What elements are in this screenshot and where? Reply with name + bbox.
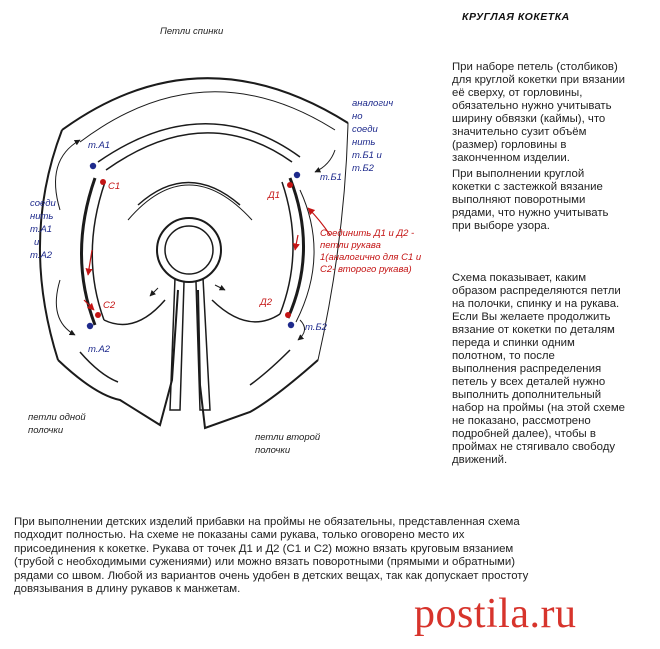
right-front-section bbox=[198, 290, 318, 428]
point-d1-dot bbox=[287, 182, 293, 188]
connect-left-note: соеди нить т.А1 и т.А2 bbox=[30, 198, 56, 261]
point-a2-dot bbox=[87, 323, 93, 329]
point-c2-label: С2 bbox=[103, 300, 116, 311]
neckline bbox=[128, 183, 252, 411]
point-b2-dot bbox=[288, 322, 294, 328]
sleeve-join-note: Соединить Д1 и Д2 - петли рукава 1(аналогично для С1 и С2- второго рукава) bbox=[320, 228, 422, 275]
point-c1-dot bbox=[100, 179, 106, 185]
right-paragraph-1: При наборе петель (столбиков) для круглой кокетки при вязании её сверху, от горловины, обязательно нужно учитывать ширину обвязки (каймы), что значительно сузит объём (размер) горловины в законченном изделии. bbox=[452, 61, 625, 164]
point-b1-label: т.Б1 bbox=[320, 172, 342, 183]
back-section bbox=[62, 78, 348, 170]
bottom-paragraph: При выполнении детских изделий прибавки на проймы не обязательны, представленная схема подходит полностью. На схеме не показаны сами рукава, только оговорено место их присоединения к кокетке. Рукава от точек Д1 и Д2 (С1 и С2) можно вязать круговым вязанием (трубой с необходимыми сужениями) или можно вязать поворотными (прямыми и обратными) рядами со швом. Любой из вариантов очень удобен в детских вещах, так как допускает простоту довязывания в длину рукавов к манжетам. bbox=[14, 516, 529, 596]
point-b1-dot bbox=[294, 172, 300, 178]
point-b2-label: т.Б2 bbox=[305, 322, 327, 333]
page-title: КРУГЛАЯ КОКЕТКА bbox=[462, 11, 570, 23]
back-label: Петли спинки bbox=[160, 26, 224, 37]
right-paragraph-2: При выполнении круглой кокетки с застежкой вязание выполняют поворотными рядами, что нужно учитывать при выборе узора. bbox=[452, 168, 609, 232]
connect-right-note: аналогич но соеди нить т.Б1 и т.Б2 bbox=[352, 98, 394, 174]
left-front-label: петли одной полочки bbox=[28, 412, 86, 436]
right-front-label: петли второй полочки bbox=[255, 432, 321, 456]
point-d2-dot bbox=[285, 312, 291, 318]
yoke-diagram bbox=[0, 0, 440, 470]
point-d1-label: Д1 bbox=[268, 190, 280, 201]
point-a1-label: т.А1 bbox=[88, 140, 111, 151]
point-c1-label: С1 bbox=[108, 181, 121, 192]
point-a2-label: т.А2 bbox=[88, 344, 111, 355]
point-c2-dot bbox=[95, 312, 101, 318]
watermark-logo: postila.ru bbox=[414, 591, 577, 637]
left-front-section bbox=[58, 290, 178, 425]
point-d2-label: Д2 bbox=[260, 297, 272, 308]
point-a1-dot bbox=[90, 163, 96, 169]
right-paragraph-3: Схема показывает, каким образом распределяются петли на полочки, спинку и на рукава. Если Вы желаете продолжить вязание от кокетки по деталям переда и спинки одним полотном, то после выполнения распределения петель у всех деталей нужно выполнить дополнительный набор на проймы (на этой схеме не показано, рассмотрено подробней далее), чтобы в проймах не стягивало свободу движений. bbox=[452, 272, 626, 466]
